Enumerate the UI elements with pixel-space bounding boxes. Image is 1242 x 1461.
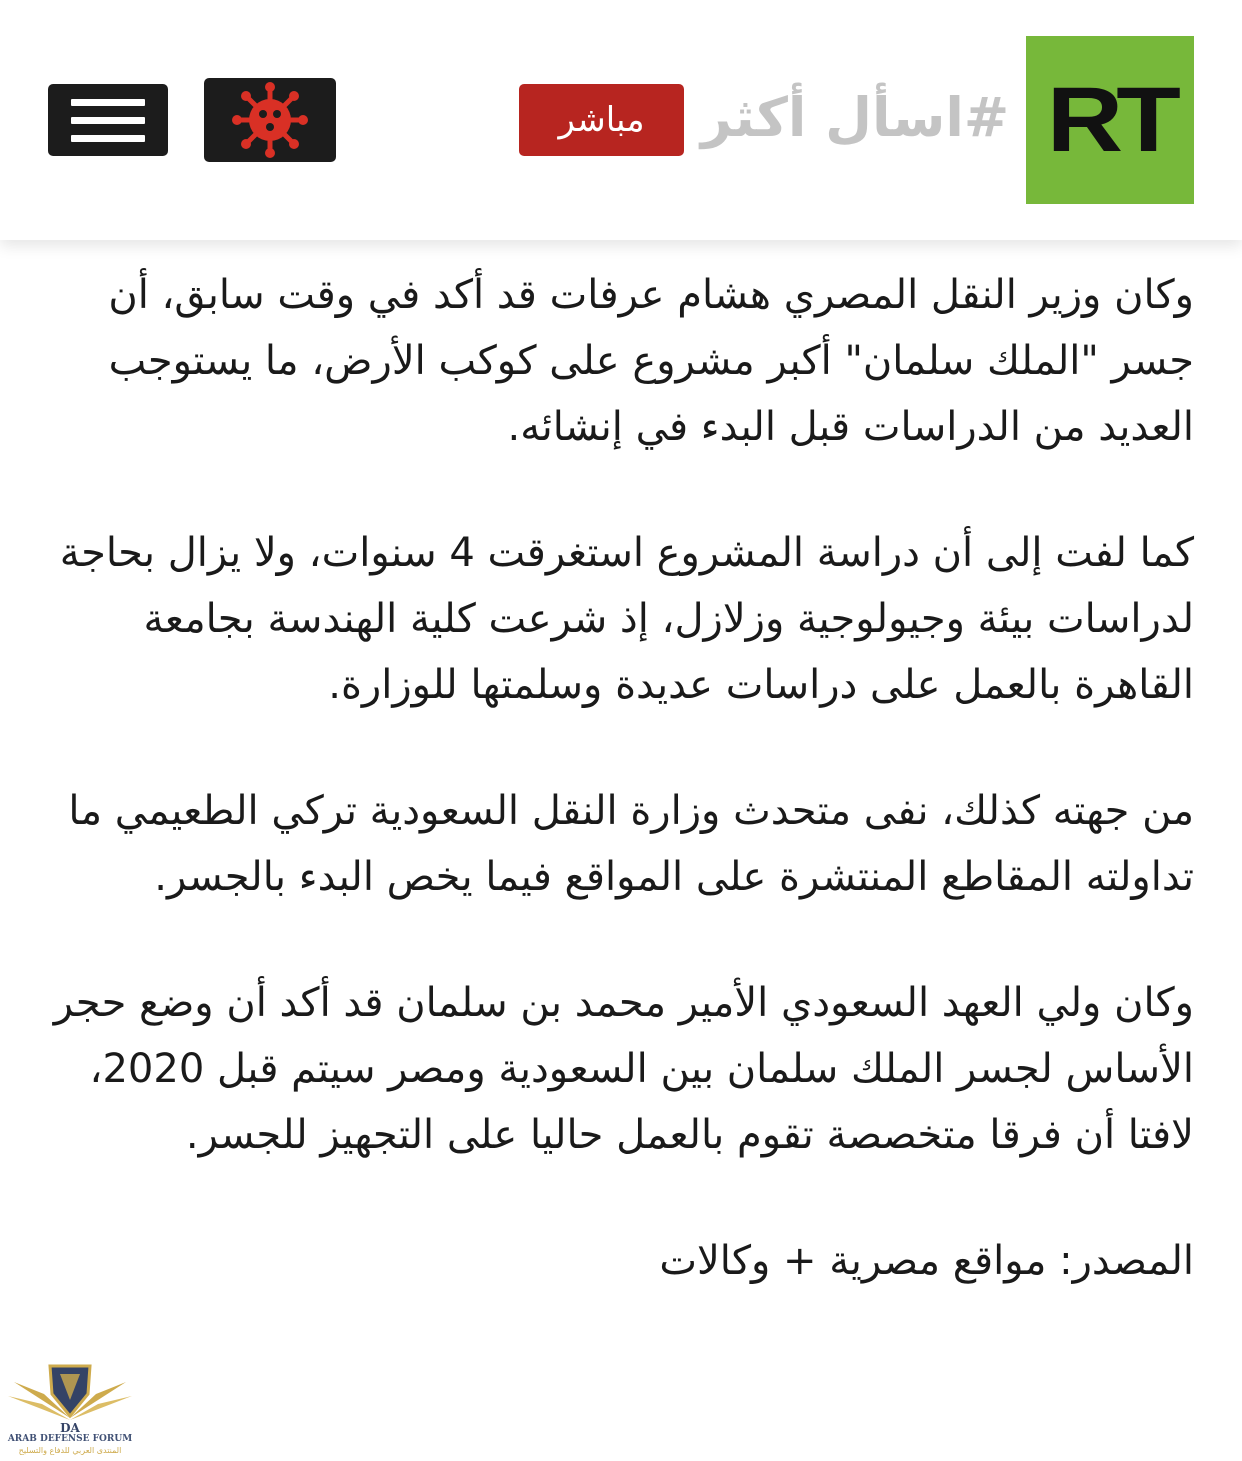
article-paragraph: وكان وزير النقل المصري هشام عرفات قد أكد في وقت سابق، أن جسر "الملك سلمان" أكبر مشروع على كوكب الأرض، ما يستوجب العديد من الدراسات قبل البدء في إنشائه. — [108, 272, 1194, 450]
live-button[interactable]: مباشر — [519, 84, 684, 156]
coronavirus-icon — [228, 78, 312, 162]
forum-name-en: ARAB DEFENSE FORUM — [7, 1434, 133, 1444]
hashtag-ask-more[interactable]: #اسأل أكثر — [700, 86, 1010, 149]
forum-initials: DA — [60, 1421, 80, 1435]
top-header — [0, 0, 1242, 240]
article-paragraph: من جهته كذلك، نفى متحدث وزارة النقل السعودية تركي الطعيمي ما تداولته المقاطع المنتشرة على المواقع فيما يخص البدء بالجسر. — [68, 788, 1194, 900]
article-paragraph: وكان ولي العهد السعودي الأمير محمد بن سلمان قد أكد أن وضع حجر الأساس لجسر الملك سلمان بين السعودية ومصر سيتم قبل 2020، لافتا أن فرقا متخصصة تقوم بالعمل حاليا على التجهيز للجسر. — [53, 980, 1194, 1158]
rt-logo-text: RT — [1046, 69, 1174, 171]
hamburger-menu-icon-bar — [71, 135, 145, 142]
menu-button[interactable] — [48, 84, 168, 156]
article-body — [48, 262, 1194, 1294]
hamburger-menu-icon — [71, 99, 145, 106]
arab-defense-forum-watermark — [4, 1360, 136, 1458]
article-source: المصدر: مواقع مصرية + وكالات — [659, 1238, 1194, 1284]
rt-logo[interactable] — [1026, 36, 1194, 204]
forum-name-ar: المنتدى العربي للدفاع والتسليح — [18, 1446, 122, 1455]
hamburger-menu-icon-bar — [71, 117, 145, 124]
article-paragraph: كما لفت إلى أن دراسة المشروع استغرقت 4 سنوات، ولا يزال بحاجة لدراسات بيئة وجيولوجية وزلازل، إذ شرعت كلية الهندسة بجامعة القاهرة بالعمل على دراسات عديدة وسلمتها للوزارة. — [59, 530, 1194, 708]
coronavirus-button[interactable] — [204, 78, 336, 162]
forum-shield-icon — [4, 1360, 136, 1436]
